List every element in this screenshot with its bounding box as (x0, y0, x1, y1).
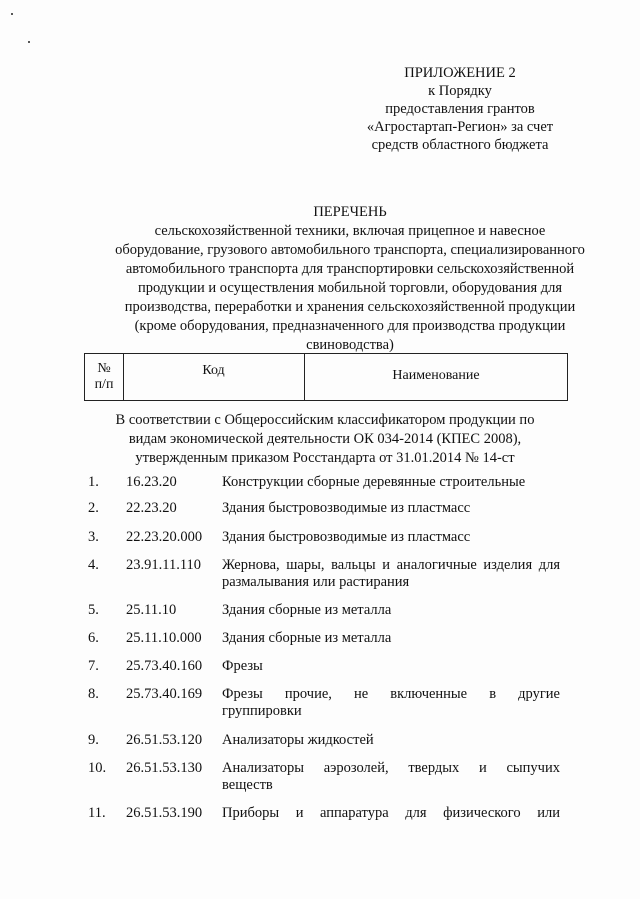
row-name-line: Анализаторы жидкостей (222, 732, 374, 748)
title-line: производства, переработки и хранения сельскохозяйственной продукции (124, 299, 576, 315)
column-header-number-line: № (97, 361, 111, 376)
scan-speck (11, 13, 13, 15)
row-name-line: Здания сборные из металла (222, 602, 392, 618)
title-line: (кроме оборудования, предназначенного для производства продукции (134, 318, 566, 334)
row-code: 26.51.53.190 (126, 805, 203, 821)
row-code: 23.91.11.110 (126, 557, 202, 573)
row-name-line: Анализаторы аэрозолей, твердых и сыпучих (222, 760, 560, 776)
appendix-line: предоставления грантов (385, 101, 535, 117)
row-name-line: Фрезы прочие, не включенные в другие (222, 686, 560, 702)
column-header-code: Код (123, 354, 305, 400)
table-header (84, 353, 568, 401)
row-number: 2. (88, 500, 99, 516)
row-name-line: Здания сборные из металла (222, 630, 392, 646)
row-number: 3. (88, 529, 99, 545)
classifier-line: видам экономической деятельности ОК 034-2014 (КПЕС 2008), (128, 431, 522, 447)
row-name (222, 760, 560, 794)
row-name-line: Конструкции сборные деревянные строительные (222, 474, 526, 490)
row-name (222, 557, 560, 591)
title-line: продукции и осуществления мобильной торговли, оборудования для (137, 280, 563, 296)
row-code: 25.73.40.169 (126, 686, 203, 702)
title-line: сельскохозяйственной техники, включая прицепное и навесное (154, 223, 546, 239)
appendix-line: ПРИЛОЖЕНИЕ 2 (404, 65, 516, 81)
row-name (222, 805, 560, 822)
row-name (222, 732, 560, 749)
row-name (222, 529, 560, 546)
appendix-line: к Порядку (428, 83, 492, 99)
row-number: 9. (88, 732, 99, 748)
document-title (80, 203, 620, 355)
row-name-line: Приборы и аппаратура для физического или (222, 805, 560, 821)
row-code: 25.11.10.000 (126, 630, 202, 646)
appendix-line: «Агростартап-Регион» за счет (366, 119, 554, 135)
row-code: 16.23.20 (126, 474, 177, 490)
row-name (222, 500, 560, 517)
row-name (222, 602, 560, 619)
scan-speck (28, 41, 30, 43)
column-header-number (85, 354, 124, 400)
row-name-line: Здания быстровозводимые из пластмасс (222, 529, 471, 545)
row-number: 8. (88, 686, 99, 702)
row-code: 25.11.10 (126, 602, 177, 618)
appendix-block (340, 64, 580, 154)
title-line: автомобильного транспорта для транспортировки сельскохозяйственной (125, 261, 575, 277)
title-heading: ПЕРЕЧЕНЬ (313, 204, 387, 220)
appendix-line: средств областного бюджета (371, 137, 549, 153)
row-code: 25.73.40.160 (126, 658, 203, 674)
row-name (222, 630, 560, 647)
row-code: 26.51.53.120 (126, 732, 203, 748)
classifier-line: утвержденным приказом Росстандарта от 31.01.2014 № 14-ст (135, 450, 515, 466)
row-code: 22.23.20.000 (126, 529, 203, 545)
row-name (222, 686, 560, 720)
row-number: 6. (88, 630, 99, 646)
row-name-line: Жернова, шары, вальцы и аналогичные изделия для (222, 557, 560, 573)
classifier-line: В соответствии с Общероссийским классификатором продукции по (115, 412, 535, 428)
classifier-note (90, 411, 560, 468)
row-number: 7. (88, 658, 99, 674)
row-name-line: Фрезы (222, 658, 263, 674)
row-name (222, 658, 560, 675)
row-code: 22.23.20 (126, 500, 177, 516)
row-name (222, 474, 560, 491)
row-number: 11. (88, 805, 106, 821)
row-name-line: веществ (222, 777, 273, 793)
row-name-line: группировки (222, 703, 302, 719)
column-header-number-line: п/п (94, 377, 114, 392)
row-number: 1. (88, 474, 99, 490)
row-name-line: размалывания или растирания (222, 574, 410, 590)
title-line: оборудование, грузового автомобильного транспорта, специализированного (115, 242, 585, 258)
column-header-name: Наименование (392, 368, 480, 383)
row-number: 4. (88, 557, 99, 573)
row-code: 26.51.53.130 (126, 760, 203, 776)
row-number: 5. (88, 602, 99, 618)
row-number: 10. (88, 760, 107, 776)
title-line: свиноводства) (306, 337, 394, 353)
row-name-line: Здания быстровозводимые из пластмасс (222, 500, 471, 516)
